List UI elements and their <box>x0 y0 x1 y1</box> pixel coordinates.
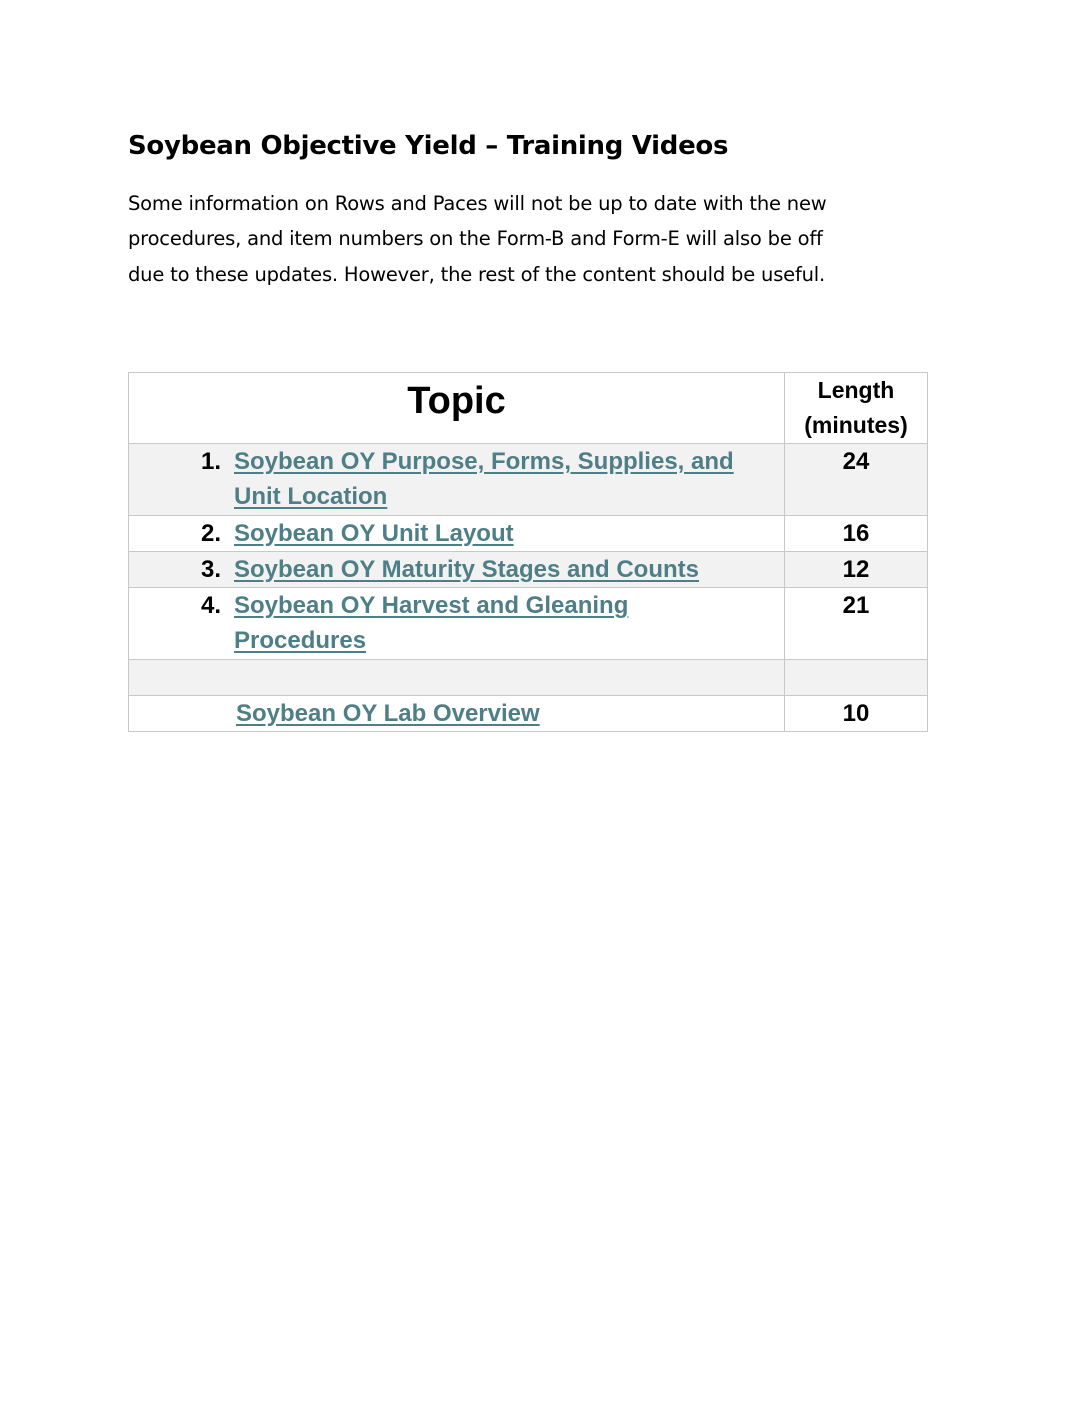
table-row <box>129 588 928 660</box>
table-row <box>129 695 928 731</box>
empty-cell <box>785 659 928 695</box>
length-cell: 10 <box>785 695 928 731</box>
table-row <box>129 444 928 516</box>
item-number: 1. <box>201 448 222 475</box>
video-link-unit-layout[interactable]: Soybean OY Unit Layout <box>234 519 514 547</box>
video-link-lab-overview[interactable]: Soybean OY Lab Overview <box>236 699 540 727</box>
header-topic: Topic <box>129 373 785 444</box>
topic-cell <box>129 695 785 731</box>
video-link-maturity-stages[interactable]: Soybean OY Maturity Stages and Counts <box>234 555 699 583</box>
topic-cell <box>129 515 785 551</box>
length-cell: 21 <box>785 588 928 660</box>
topic-cell <box>129 588 785 660</box>
header-length: Length (minutes) <box>785 373 928 444</box>
topic-cell <box>129 444 785 516</box>
length-cell: 16 <box>785 515 928 551</box>
table-row <box>129 515 928 551</box>
table-row <box>129 551 928 587</box>
intro-paragraph: Some information on Rows and Paces will not be up to date with the new procedures, and item numbers on the Form-B and Form-E will also be off due to these updates. However, the rest of the content should be useful. <box>128 192 827 286</box>
topic-cell <box>129 551 785 587</box>
table-header-row <box>129 373 928 444</box>
empty-row <box>129 659 928 695</box>
length-cell: 24 <box>785 444 928 516</box>
empty-cell <box>129 659 785 695</box>
page-title: Soybean Objective Yield – Training Videos <box>128 131 729 161</box>
item-number: 4. <box>201 592 222 620</box>
item-number: 2. <box>201 519 222 547</box>
video-link-purpose-forms[interactable]: Soybean OY Purpose, Forms, Supplies, and Unit Location <box>234 448 734 511</box>
length-cell: 12 <box>785 551 928 587</box>
item-number: 3. <box>201 555 222 583</box>
video-link-harvest-gleaning[interactable]: Soybean OY Harvest and Gleaning Procedures <box>234 592 629 655</box>
training-videos-table <box>128 372 928 732</box>
